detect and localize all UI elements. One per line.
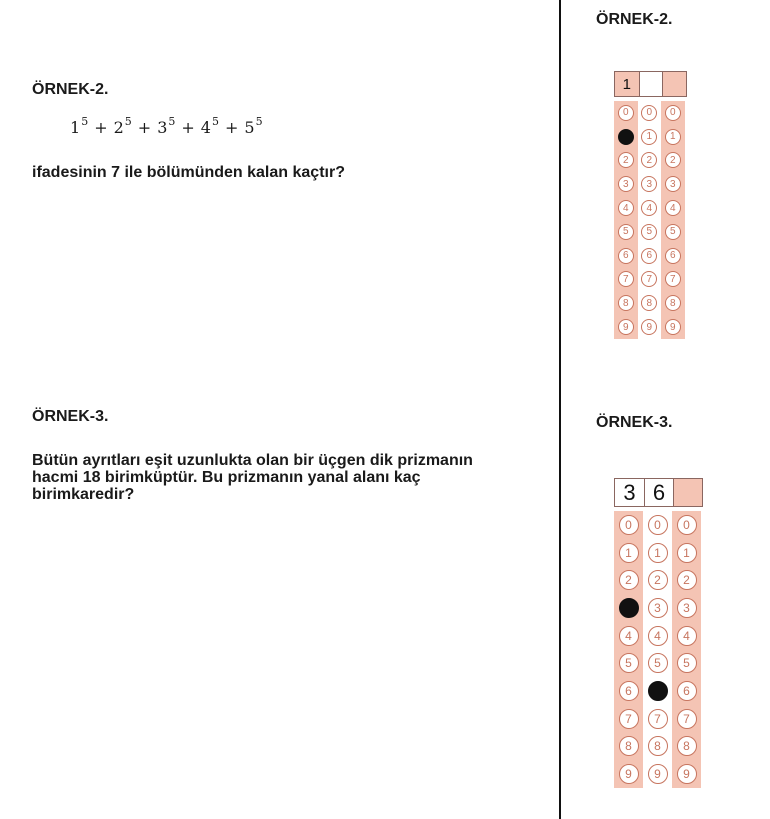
answer-bubble[interactable]: 2 bbox=[618, 152, 634, 168]
answer-bubble[interactable]: 0 bbox=[618, 105, 634, 121]
answer-bubble[interactable]: 4 bbox=[641, 200, 657, 216]
answer-bubble[interactable]: 8 bbox=[618, 295, 634, 311]
answer-bubble[interactable]: 6 bbox=[641, 248, 657, 264]
bubble-column bbox=[638, 101, 662, 339]
answer-bubble[interactable]: 5 bbox=[641, 224, 657, 240]
term-exponent: 5 bbox=[211, 115, 219, 128]
answer-bubble[interactable]: 9 bbox=[648, 764, 668, 784]
answer-form-example-2 bbox=[614, 71, 687, 339]
example-3-question bbox=[32, 452, 473, 503]
answer-bubble[interactable]: 8 bbox=[665, 295, 681, 311]
answer-digit-box[interactable] bbox=[662, 72, 686, 96]
answer-digit-box[interactable] bbox=[639, 72, 663, 96]
answer-digit-box[interactable]: 1 bbox=[615, 72, 639, 96]
answer-bubble[interactable]: 9 bbox=[665, 319, 681, 335]
answer-bubble[interactable]: 4 bbox=[665, 200, 681, 216]
bubble-column bbox=[614, 101, 638, 339]
answer-bubble[interactable]: 0 bbox=[665, 105, 681, 121]
term-exponent: 5 bbox=[255, 115, 263, 128]
answer-bubble[interactable]: 7 bbox=[641, 271, 657, 287]
answer-digit-box[interactable]: 3 bbox=[615, 479, 644, 506]
filled-answer-bubble[interactable] bbox=[648, 681, 668, 701]
answer-bubble[interactable]: 9 bbox=[677, 764, 697, 784]
bubble-grid bbox=[614, 101, 687, 339]
answer-bubble[interactable]: 3 bbox=[665, 176, 681, 192]
plus-operator: + bbox=[181, 118, 195, 137]
answer-bubble[interactable]: 0 bbox=[619, 515, 639, 535]
answer-bubble[interactable]: 1 bbox=[665, 129, 681, 145]
term-base: 1 bbox=[70, 118, 81, 137]
plus-operator: + bbox=[137, 118, 152, 137]
example-2-question: ifadesinin 7 ile bölümünden kalan kaçtır? bbox=[32, 164, 345, 181]
answer-3-title: ÖRNEK-3. bbox=[596, 414, 673, 431]
answer-bubble[interactable]: 2 bbox=[648, 570, 668, 590]
question-line: Bütün ayrıtları eşit uzunlukta olan bir üçgen dik prizmanın bbox=[32, 452, 473, 469]
term-exponent: 5 bbox=[81, 115, 89, 128]
answer-bubble[interactable]: 1 bbox=[619, 543, 639, 563]
answer-bubble[interactable]: 0 bbox=[641, 105, 657, 121]
example-3-title: ÖRNEK-3. bbox=[32, 408, 109, 425]
answer-bubble[interactable]: 9 bbox=[618, 319, 634, 335]
answer-bubble[interactable]: 4 bbox=[618, 200, 634, 216]
answer-digit-boxes bbox=[614, 71, 687, 97]
answer-bubble[interactable]: 6 bbox=[619, 681, 639, 701]
answer-bubble[interactable]: 7 bbox=[677, 709, 697, 729]
answer-bubble[interactable]: 7 bbox=[618, 271, 634, 287]
power-term bbox=[113, 115, 132, 137]
answer-bubble[interactable]: 6 bbox=[677, 681, 697, 701]
power-term bbox=[244, 115, 263, 137]
answer-bubble[interactable]: 0 bbox=[677, 515, 697, 535]
answer-bubble[interactable]: 6 bbox=[665, 248, 681, 264]
answer-bubble[interactable]: 2 bbox=[665, 152, 681, 168]
example-2-title: ÖRNEK-2. bbox=[32, 81, 109, 98]
answer-bubble[interactable]: 2 bbox=[641, 152, 657, 168]
term-base: 5 bbox=[244, 118, 255, 137]
answer-bubble[interactable]: 4 bbox=[677, 626, 697, 646]
answer-bubble[interactable]: 2 bbox=[619, 570, 639, 590]
plus-operator: + bbox=[224, 118, 239, 137]
question-line: birimkaredir? bbox=[32, 486, 135, 503]
answer-bubble[interactable]: 5 bbox=[619, 653, 639, 673]
bubble-grid bbox=[614, 511, 703, 788]
answer-bubble[interactable]: 1 bbox=[641, 129, 657, 145]
answer-bubble[interactable]: 0 bbox=[648, 515, 668, 535]
answer-bubble[interactable]: 4 bbox=[648, 626, 668, 646]
answer-2-title: ÖRNEK-2. bbox=[596, 11, 673, 28]
power-term bbox=[70, 115, 89, 137]
power-sum-expression bbox=[70, 115, 263, 137]
term-base: 2 bbox=[113, 118, 124, 137]
answer-digit-box[interactable]: 6 bbox=[644, 479, 673, 506]
answer-bubble[interactable]: 9 bbox=[641, 319, 657, 335]
answer-bubble[interactable]: 8 bbox=[677, 736, 697, 756]
answer-bubble[interactable]: 7 bbox=[619, 709, 639, 729]
term-base: 4 bbox=[200, 118, 211, 137]
bubble-column bbox=[672, 511, 701, 788]
answer-bubble[interactable]: 5 bbox=[648, 653, 668, 673]
answer-form-example-3 bbox=[614, 478, 703, 788]
answer-bubble[interactable]: 6 bbox=[618, 248, 634, 264]
answer-bubble[interactable]: 1 bbox=[677, 543, 697, 563]
answer-bubble[interactable]: 5 bbox=[677, 653, 697, 673]
answer-bubble[interactable]: 4 bbox=[619, 626, 639, 646]
answer-bubble[interactable]: 9 bbox=[619, 764, 639, 784]
power-term bbox=[200, 115, 219, 137]
answer-bubble[interactable]: 5 bbox=[665, 224, 681, 240]
bubble-column bbox=[661, 101, 685, 339]
answer-bubble[interactable]: 7 bbox=[648, 709, 668, 729]
answer-bubble[interactable]: 5 bbox=[618, 224, 634, 240]
bubble-column bbox=[614, 511, 643, 788]
answer-bubble[interactable]: 8 bbox=[648, 736, 668, 756]
column-divider bbox=[559, 0, 561, 819]
answer-bubble[interactable]: 8 bbox=[619, 736, 639, 756]
answer-bubble[interactable]: 2 bbox=[677, 570, 697, 590]
filled-answer-bubble[interactable] bbox=[618, 129, 634, 145]
bubble-column bbox=[643, 511, 672, 788]
power-term bbox=[157, 115, 176, 137]
answer-bubble[interactable]: 3 bbox=[677, 598, 697, 618]
term-base: 3 bbox=[157, 118, 168, 137]
answer-bubble[interactable]: 3 bbox=[648, 598, 668, 618]
answer-bubble[interactable]: 7 bbox=[665, 271, 681, 287]
answer-bubble[interactable]: 3 bbox=[618, 176, 634, 192]
question-line: hacmi 18 birimküptür. Bu prizmanın yanal alanı kaç bbox=[32, 469, 421, 486]
filled-answer-bubble[interactable] bbox=[619, 598, 639, 618]
answer-bubble[interactable]: 3 bbox=[641, 176, 657, 192]
answer-bubble[interactable]: 1 bbox=[648, 543, 668, 563]
answer-digit-box[interactable] bbox=[673, 479, 702, 506]
answer-digit-boxes bbox=[614, 478, 703, 507]
answer-bubble[interactable]: 8 bbox=[641, 295, 657, 311]
term-exponent: 5 bbox=[124, 115, 132, 128]
plus-operator: + bbox=[94, 118, 108, 137]
term-exponent: 5 bbox=[168, 115, 176, 128]
